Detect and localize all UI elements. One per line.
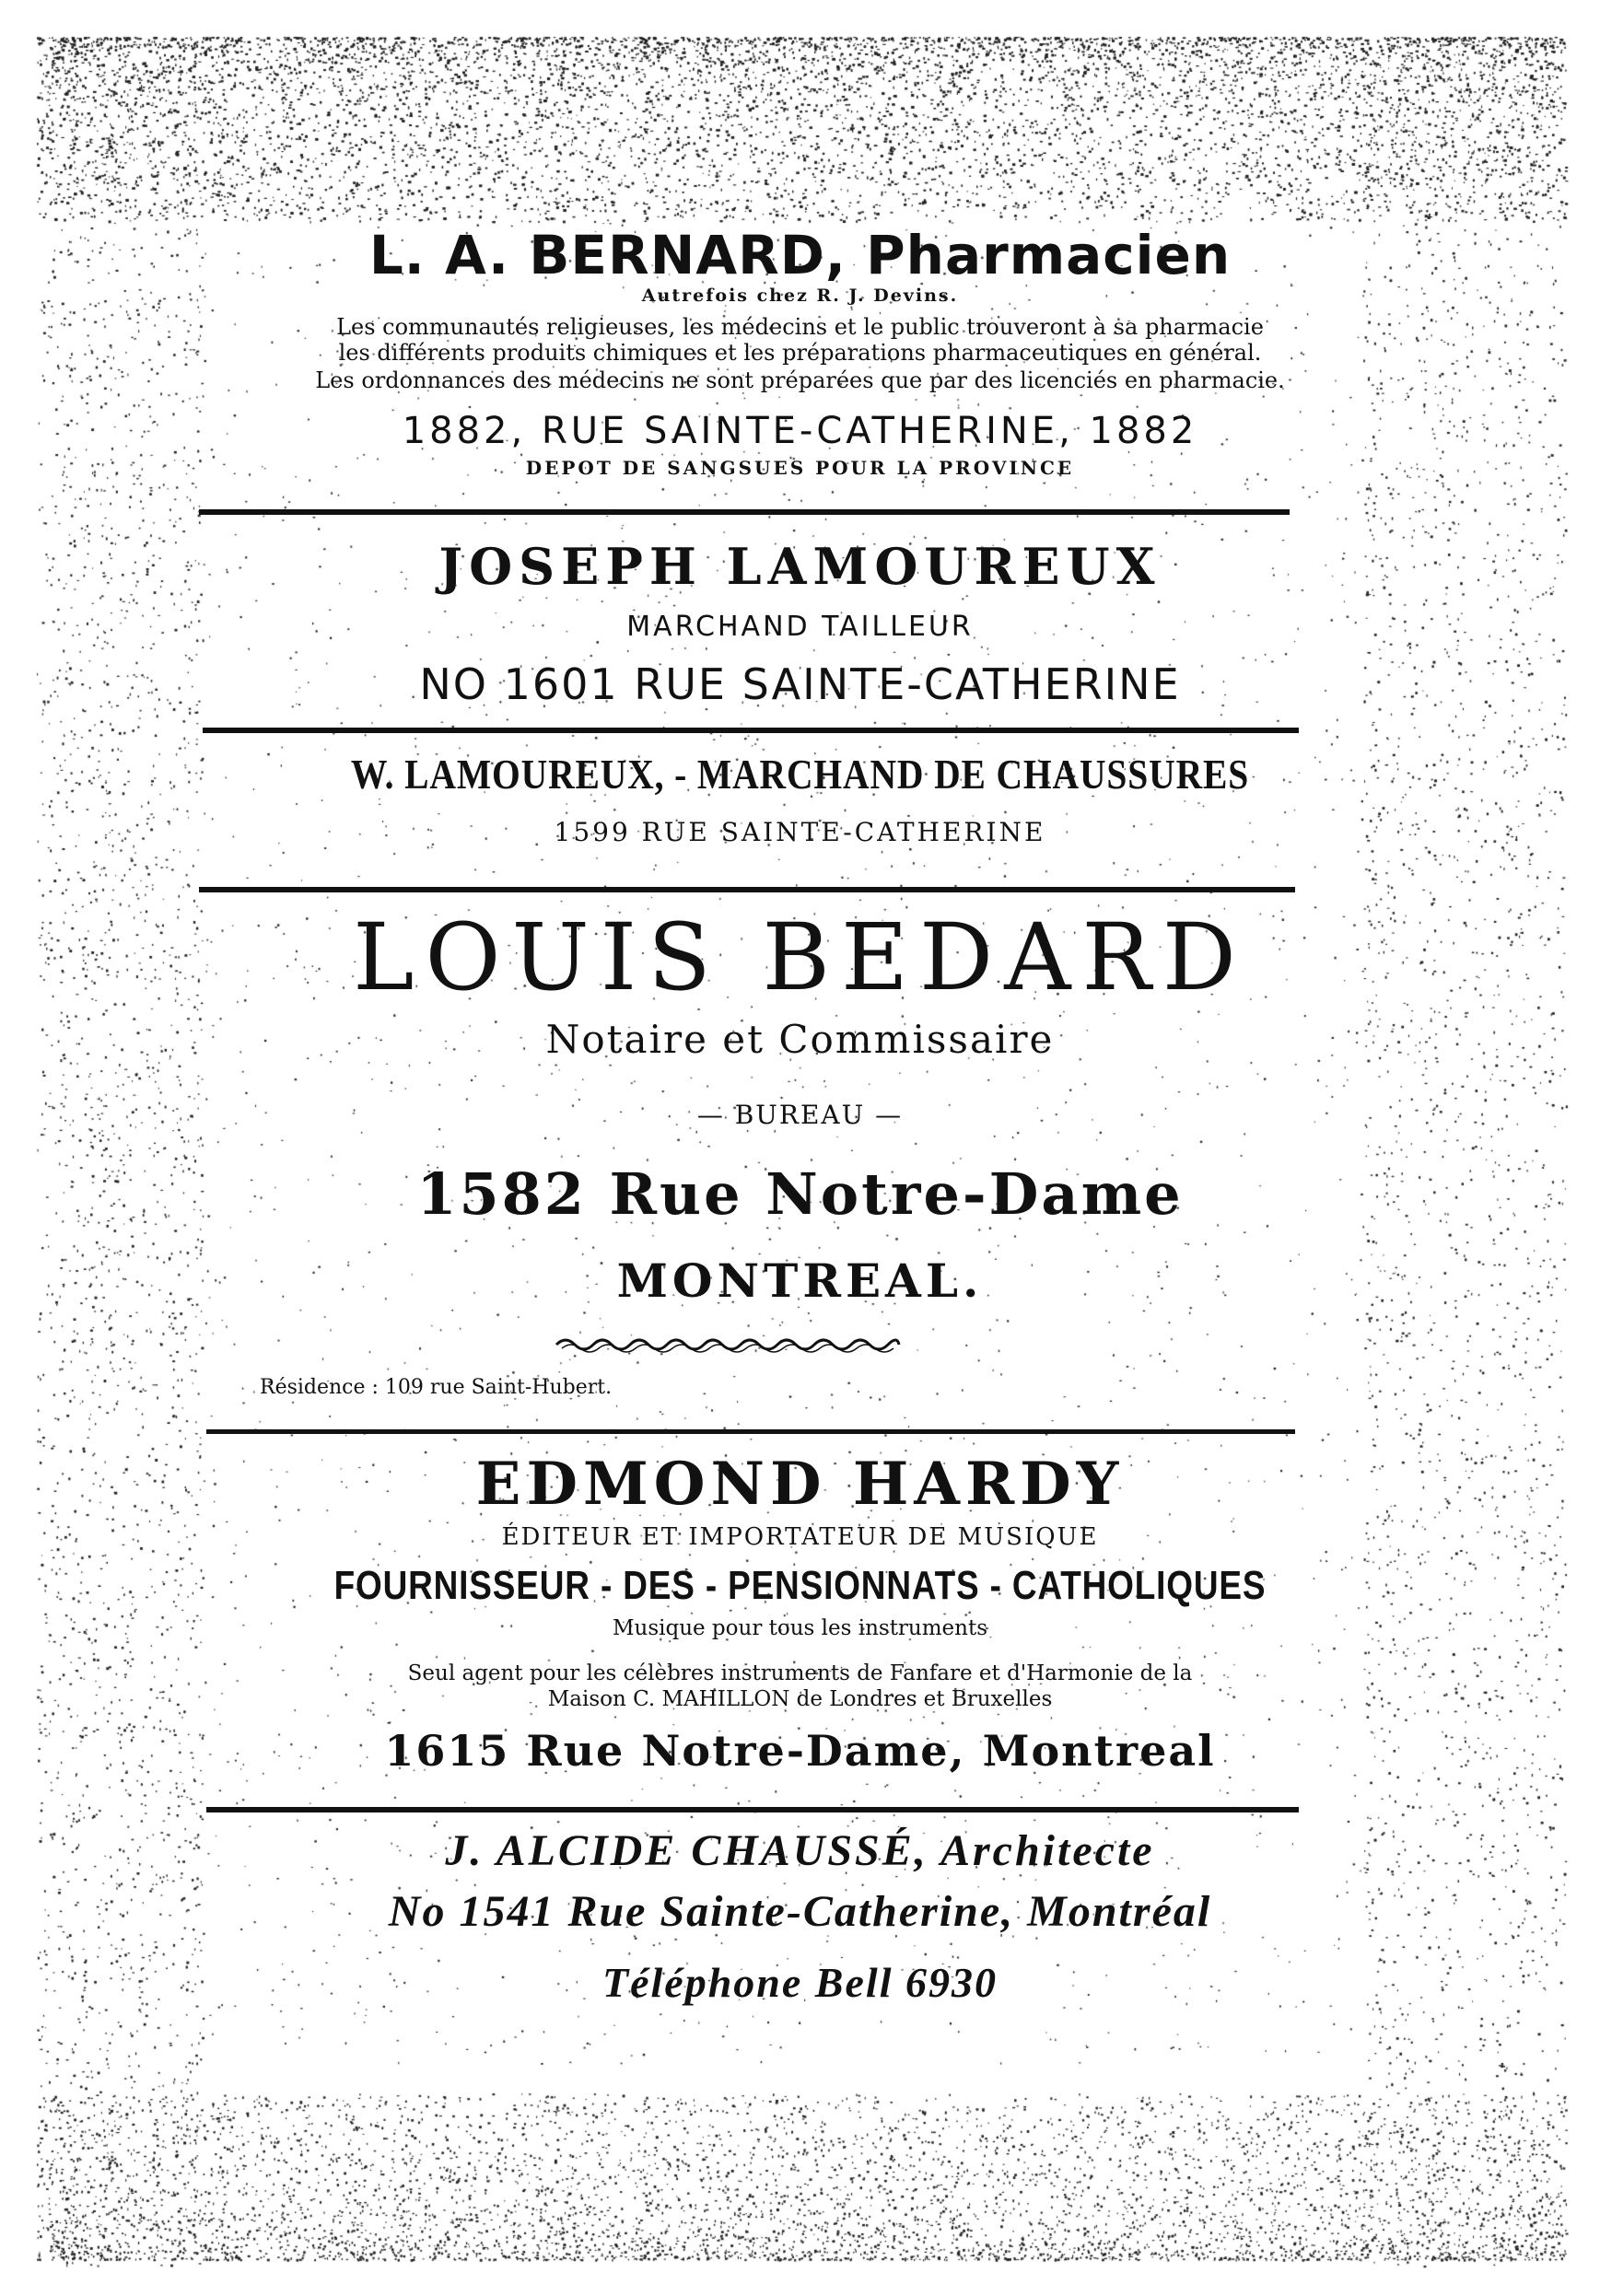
divider-rule — [206, 1429, 1295, 1434]
edmond-hardy-supplier: FOURNISSEUR - DES - PENSIONNATS - CATHOLIQUES — [333, 1563, 1267, 1608]
w-lamoureux-line: W. LAMOUREUX, - MARCHAND DE CHAUSSURES — [350, 751, 1250, 798]
edmond-hardy-name: EDMOND HARDY — [475, 1450, 1125, 1519]
edmond-hardy-agent-line: Maison C. MAHILLON de Londres et Bruxelles — [547, 1687, 1053, 1711]
chausse-phone: Téléphone Bell 6930 — [602, 1959, 998, 2006]
chausse-name: J. ALCIDE CHAUSSÉ, Architecte — [445, 1826, 1155, 1875]
joseph-lamoureux-trade: MARCHAND TAILLEUR — [626, 611, 974, 643]
bernard-description-line: Les ordonnances des médecins ne sont préparées que par des licenciés en pharmacie. — [315, 367, 1285, 393]
edmond-hardy-trade: ÉDITEUR ET IMPORTATEUR DE MUSIQUE — [501, 1523, 1099, 1551]
bernard-title: L. A. BERNARD, Pharmacien — [368, 224, 1232, 286]
edmond-hardy-address: 1615 Rue Notre-Dame, Montreal — [384, 1726, 1216, 1776]
bernard-description-line: Les communautés religieuses, les médecins et le public trouveront à sa pharmacie — [336, 314, 1264, 340]
louis-bedard-bureau: — BUREAU — — [696, 1100, 904, 1130]
louis-bedard-address: 1582 Rue Notre-Dame — [416, 1160, 1184, 1228]
edmond-hardy-music: Musique pour tous les instruments — [612, 1616, 988, 1640]
bernard-address: 1882, RUE SAINTE-CATHERINE, 1882 — [402, 410, 1198, 452]
bernard-subtitle: Autrefois chez R. J. Devins. — [641, 286, 959, 306]
bernard-depot: DEPOT DE SANGSUES POUR LA PROVINCE — [525, 457, 1075, 479]
divider-rule — [199, 887, 1295, 892]
bernard-description-line: les différents produits chimiques et les préparations pharmaceutiques en général. — [338, 340, 1262, 366]
louis-bedard-name: LOUIS BEDARD — [353, 903, 1247, 1011]
chausse-address: No 1541 Rue Sainte-Catherine, Montréal — [388, 1887, 1212, 1936]
divider-rule — [206, 1807, 1299, 1812]
divider-rule — [203, 728, 1299, 733]
louis-bedard-title: Notaire et Commissaire — [545, 1017, 1055, 1062]
edmond-hardy-agent-line: Seul agent pour les célèbres instruments de Fanfare et d'Harmonie de la — [407, 1661, 1193, 1685]
louis-bedard-residence: Résidence : 109 rue Saint-Hubert. — [260, 1376, 613, 1399]
divider-rule — [199, 509, 1290, 515]
joseph-lamoureux-address: NO 1601 RUE SAINTE-CATHERINE — [419, 659, 1181, 709]
louis-bedard-city: MONTREAL. — [616, 1253, 984, 1308]
joseph-lamoureux-name: JOSEPH LAMOUREUX — [438, 537, 1162, 596]
decorative-flourish — [553, 1332, 903, 1358]
w-lamoureux-address: 1599 RUE SAINTE-CATHERINE — [554, 817, 1046, 847]
